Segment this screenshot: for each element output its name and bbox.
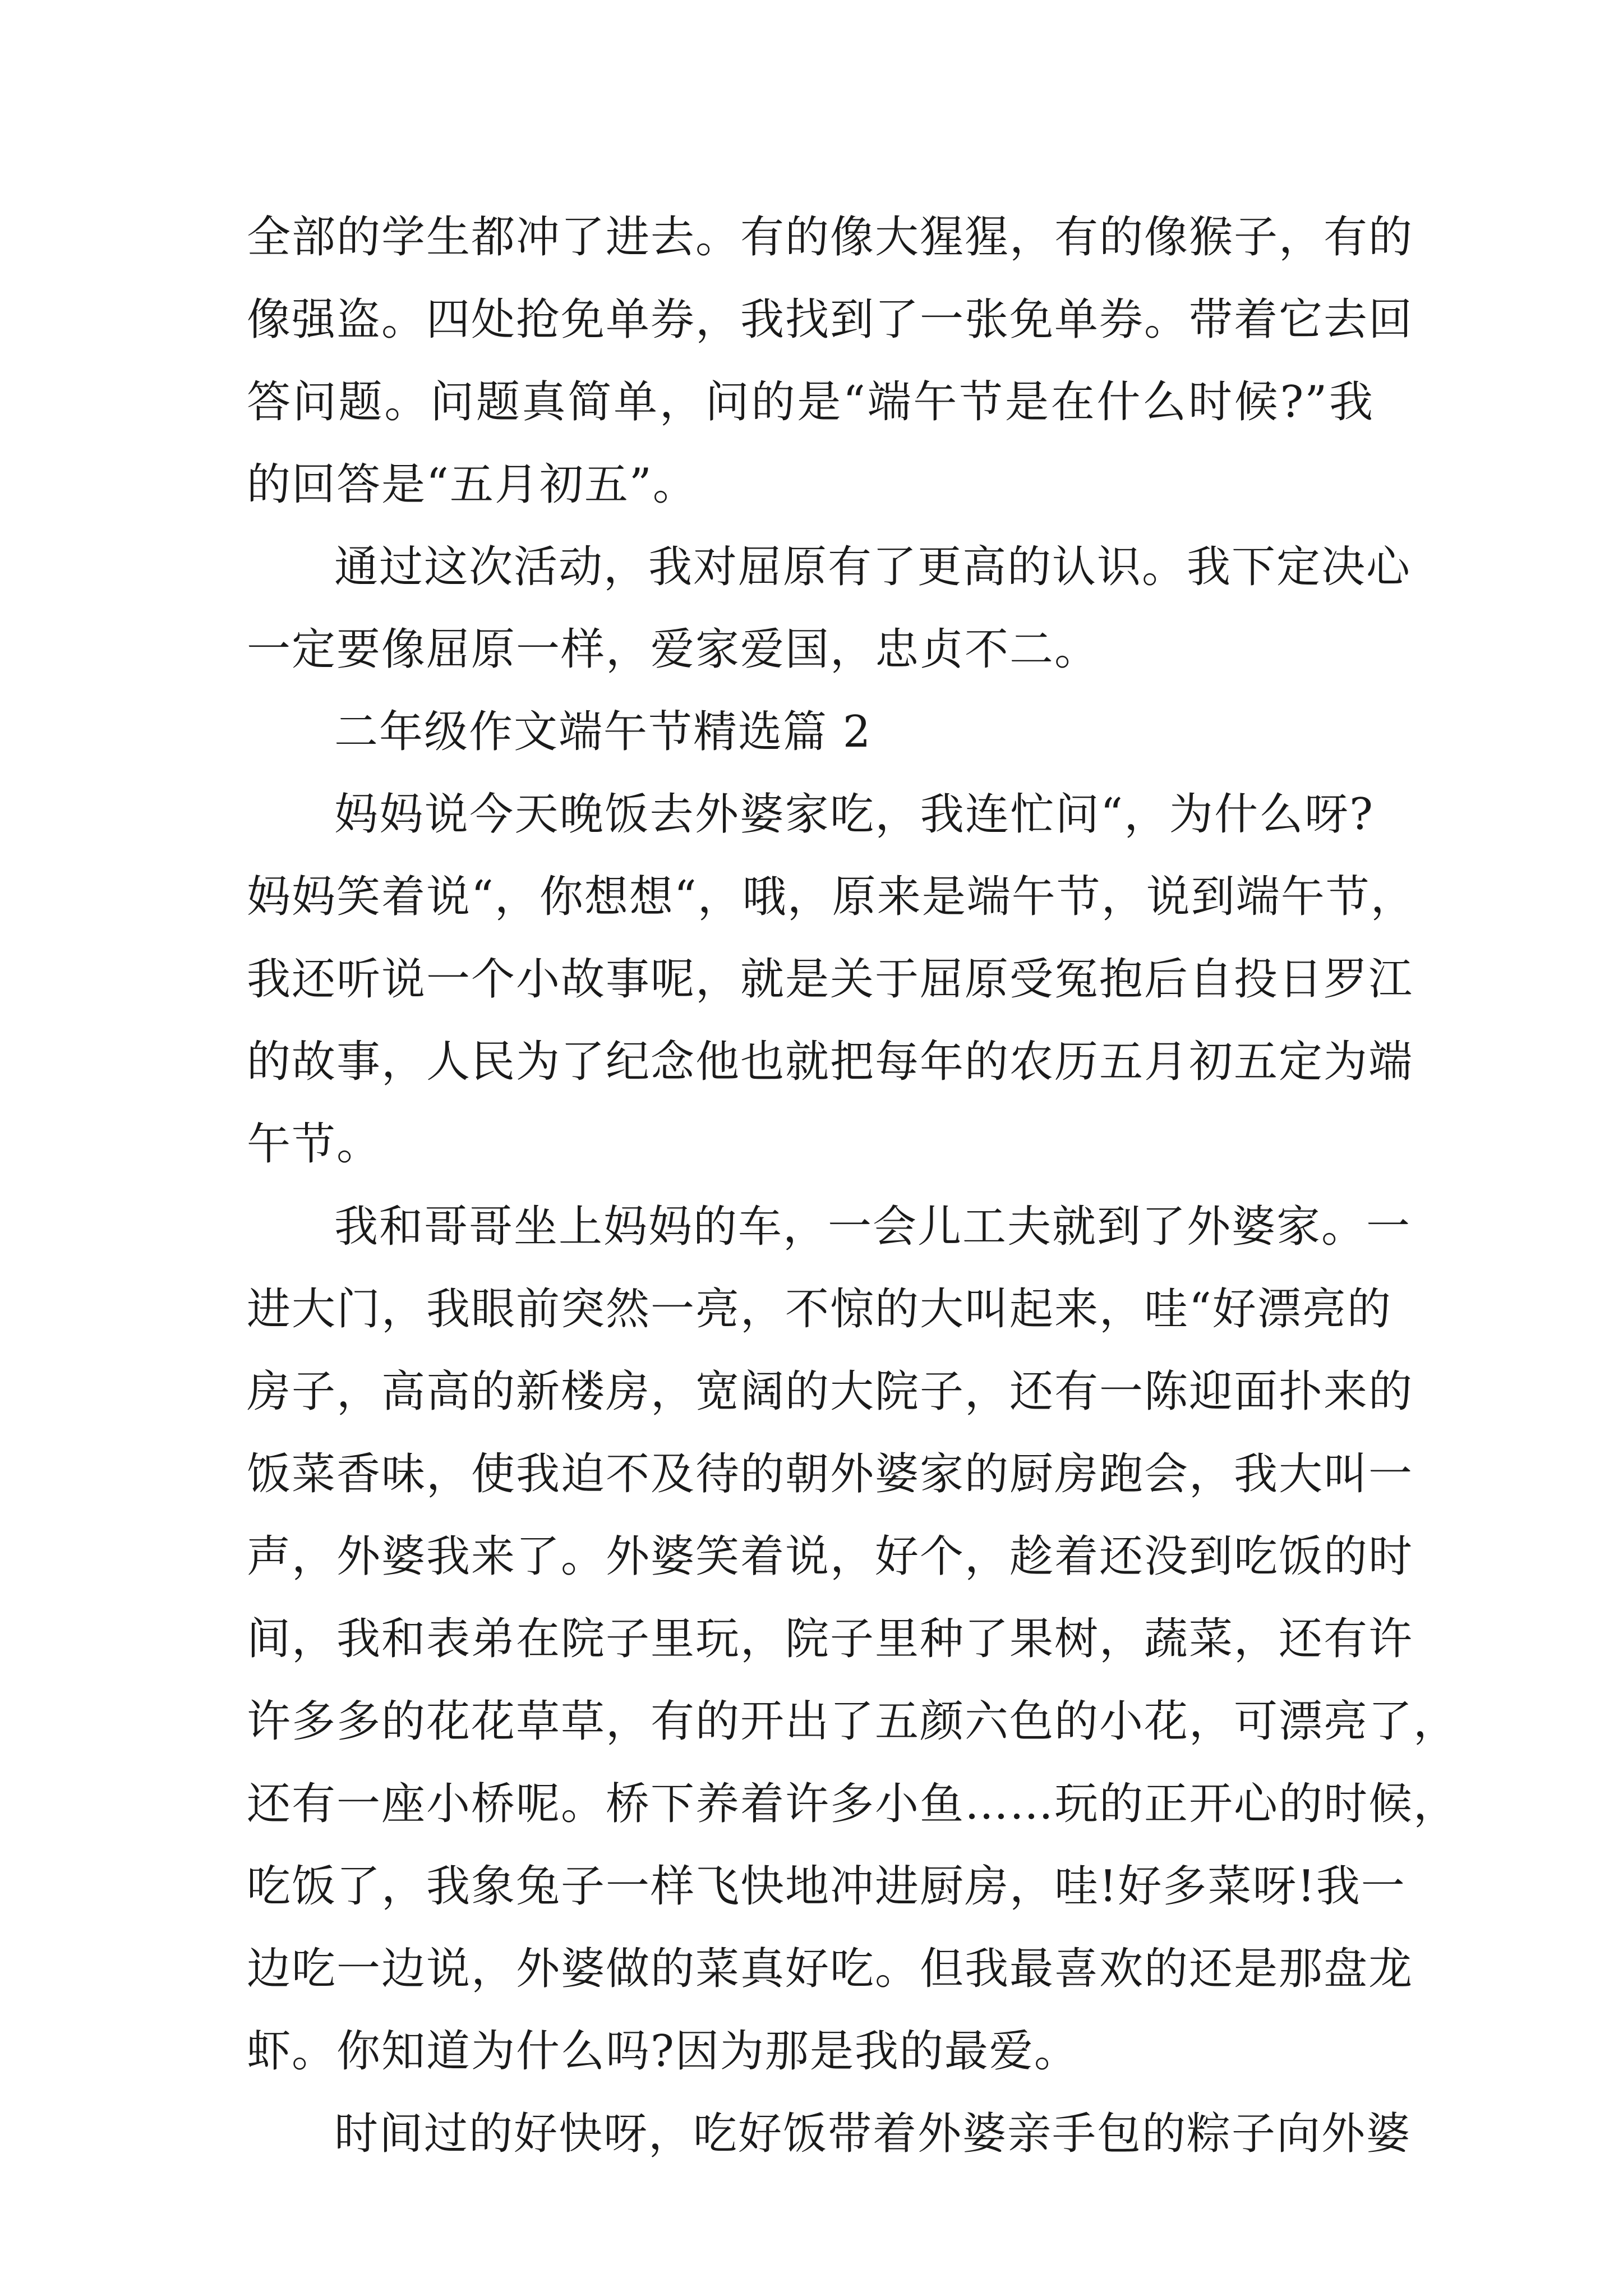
text-line: 一定要像屈原一样，爱家爱国，忠贞不二。: [247, 624, 1100, 675]
text-line: 许多多的花花草草，有的开出了五颜六色的小花，可漂亮了，: [247, 1696, 1459, 1747]
text-line: 像强盗。四处抢免单券，我找到了一张免单券。带着它去回: [247, 295, 1414, 345]
text-line: 我和哥哥坐上妈妈的车，一会儿工夫就到了外婆家。一: [334, 1202, 1412, 1252]
text-line: 虾。你知道为什么吗?因为那是我的最爱。: [247, 2026, 1079, 2077]
text-line: 答问题。问题真简单，问的是“端午节是在什么时候?”我: [247, 377, 1374, 427]
text-line: 通过这次活动，我对屈原有了更高的认识。我下定决心: [334, 542, 1412, 592]
text-line: 声，外婆我来了。外婆笑着说，好个，趁着还没到吃饭的时: [247, 1531, 1414, 1582]
text-line: 全部的学生都冲了进去。有的像大猩猩，有的像猴子，有的: [247, 212, 1414, 263]
text-line: 妈妈笑着说“，你想想“，哦，原来是端午节，说到端午节，: [247, 872, 1415, 922]
text-line: 的回答是“五月初五”。: [247, 459, 698, 510]
text-line: 二年级作文端午节精选篇 2: [334, 707, 872, 757]
text-line: 吃饭了，我象兔子一样飞快地冲进厨房，哇!好多菜呀!我一: [247, 1861, 1406, 1912]
text-line: 时间过的好快呀，吃好饭带着外婆亲手包的粽子向外婆: [334, 2109, 1412, 2159]
text-line: 我还听说一个小故事呢，就是关于屈原受冤抱后自投日罗江: [247, 954, 1414, 1005]
text-line: 还有一座小桥呢。桥下养着许多小鱼……玩的正开心的时候，: [247, 1779, 1459, 1829]
text-line: 饭菜香味，使我迫不及待的朝外婆家的厨房跑会，我大叫一: [247, 1449, 1414, 1499]
text-line: 午节。: [247, 1119, 382, 1170]
text-line: 进大门，我眼前突然一亮，不惊的大叫起来，哇“好漂亮的: [247, 1284, 1392, 1335]
essay-text-block: [247, 196, 1459, 2175]
text-line: 房子，高高的新楼房，宽阔的大院子，还有一陈迎面扑来的: [247, 1366, 1414, 1417]
text-line: 间，我和表弟在院子里玩，院子里种了果树，蔬菜，还有许: [247, 1614, 1414, 1664]
text-line: 的故事，人民为了纪念他也就把每年的农历五月初五定为端: [247, 1037, 1414, 1087]
text-line: 妈妈说今天晚饭去外婆家吃，我连忙问“，为什么呀?: [334, 789, 1374, 840]
text-line: 边吃一边说，外婆做的菜真好吃。但我最喜欢的还是那盘龙: [247, 1944, 1414, 1994]
